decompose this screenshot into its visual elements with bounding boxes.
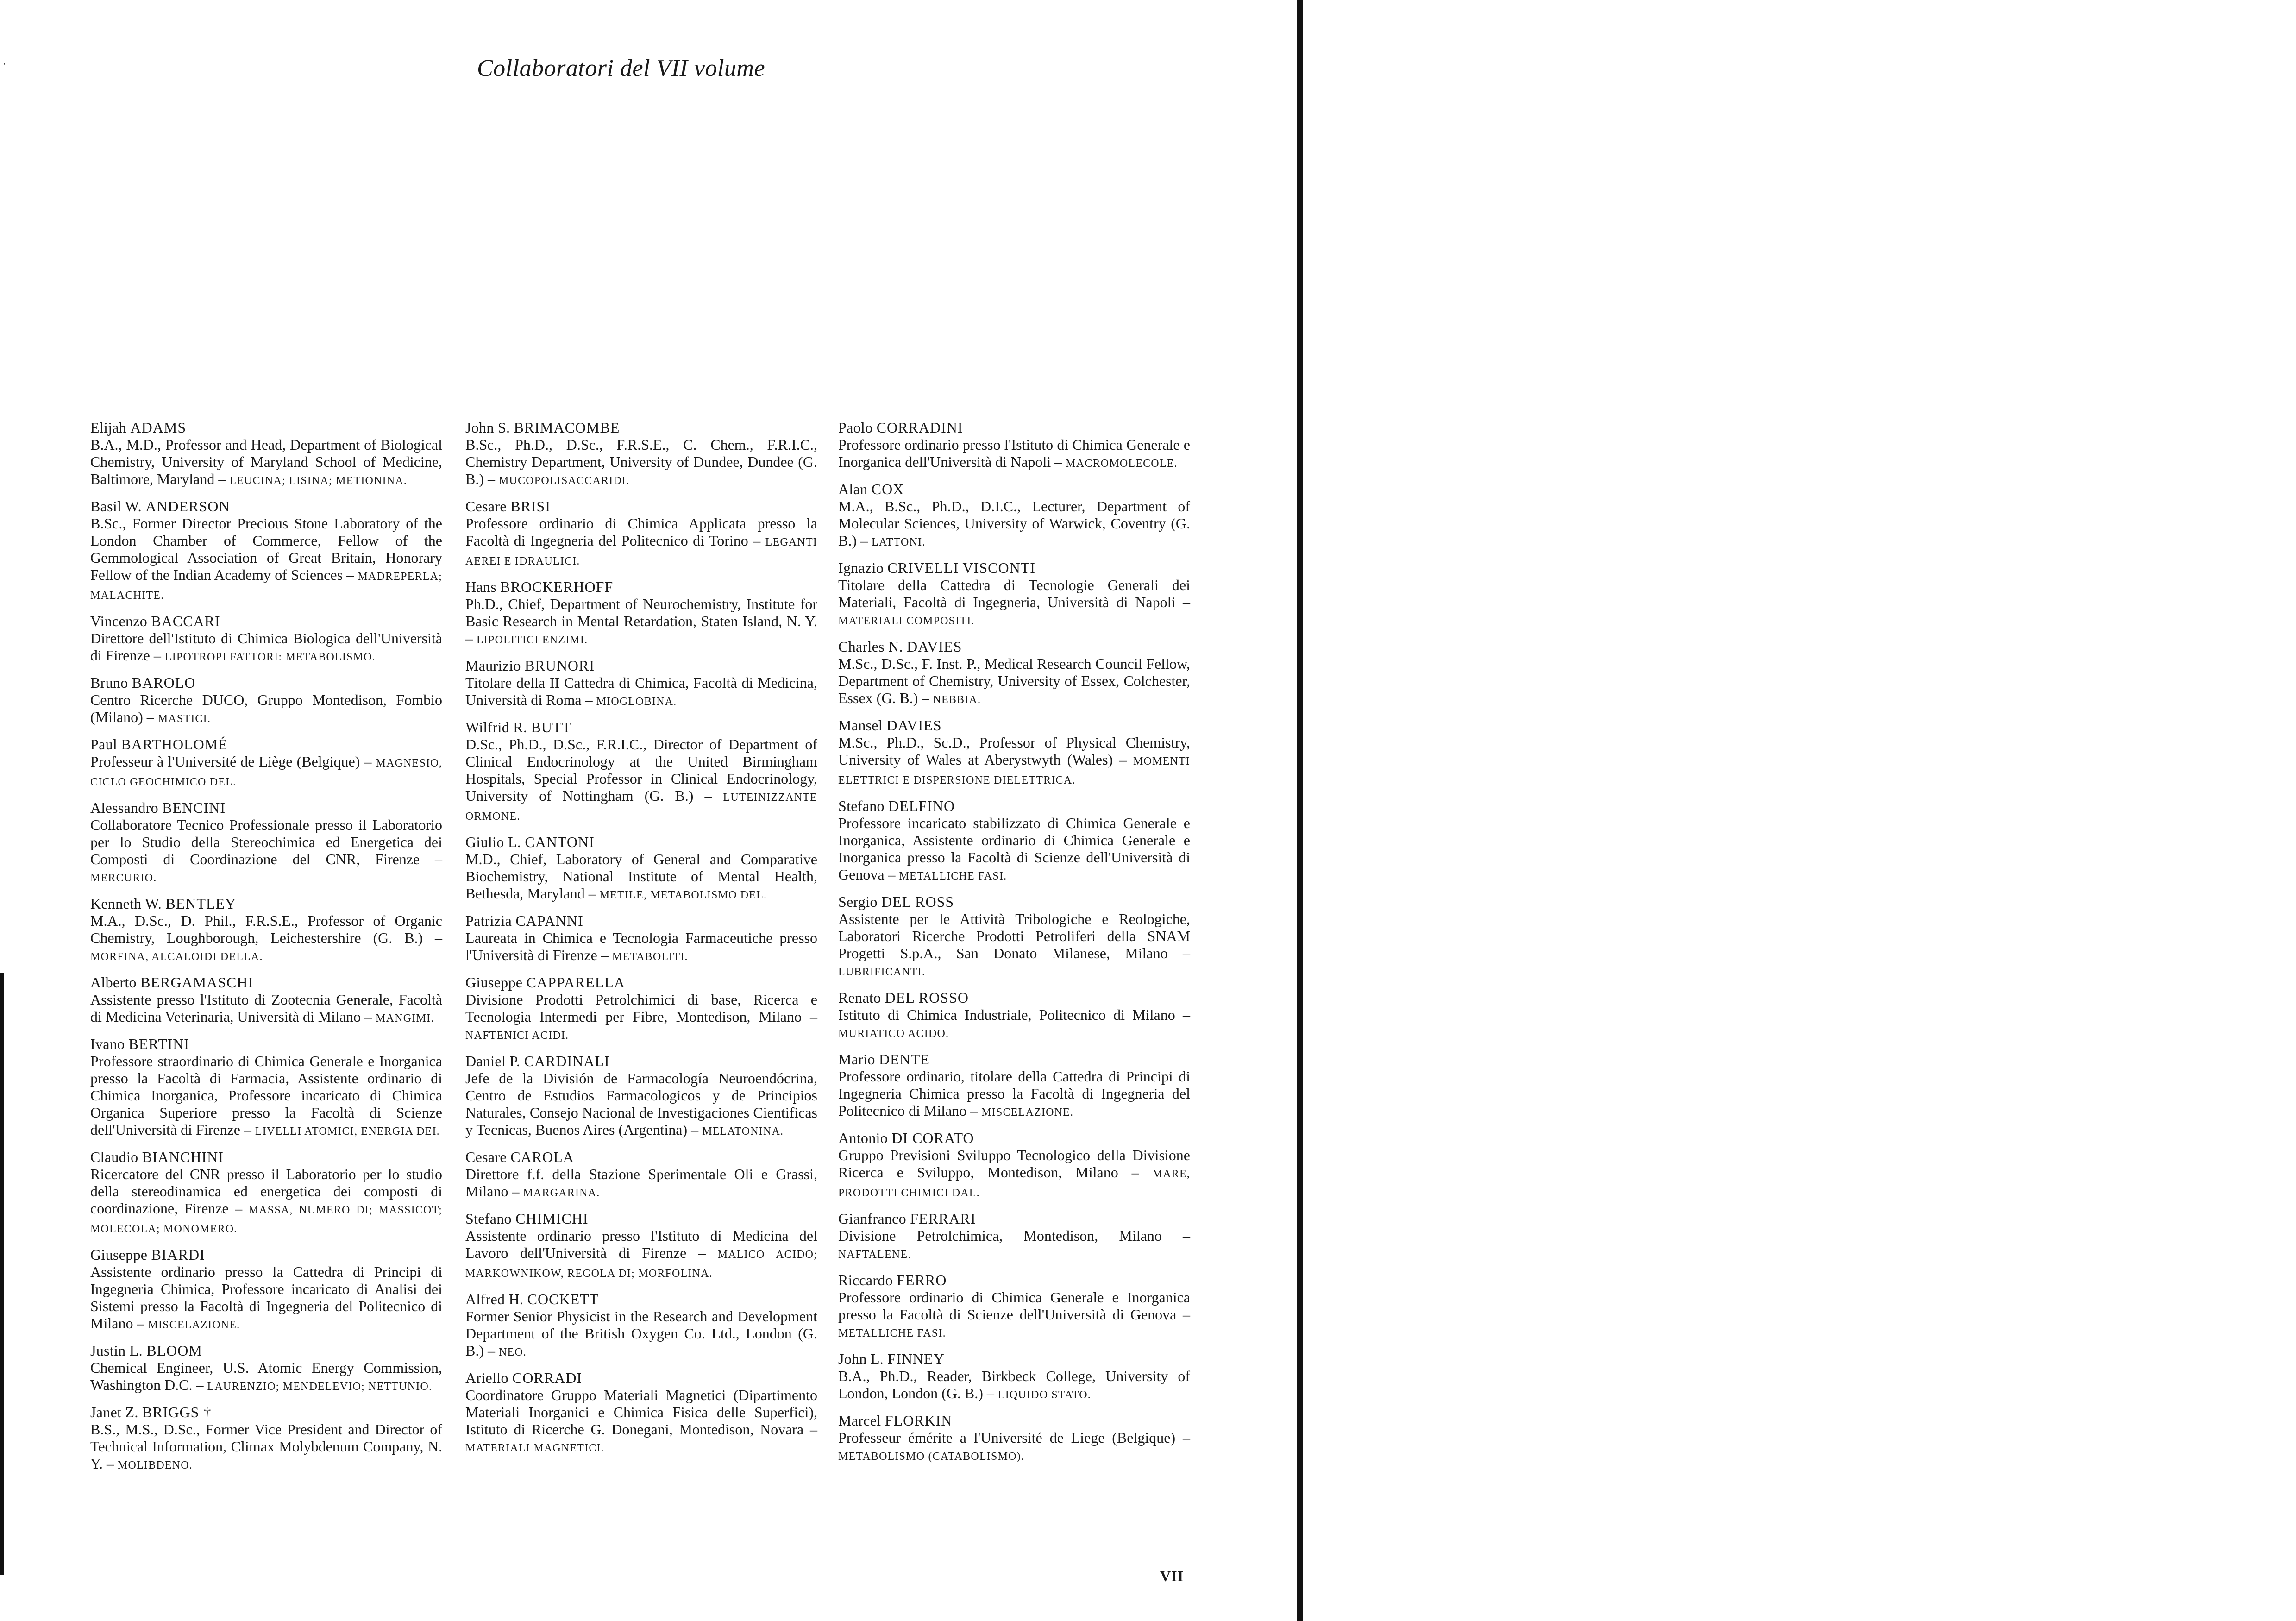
contributor-name <box>838 989 1190 1006</box>
margin-mark: ' <box>4 60 6 72</box>
surname: BENTLEY <box>165 895 237 912</box>
given-name: Cesare <box>465 1149 507 1165</box>
contributor-entry <box>838 1351 1190 1404</box>
contributor-affiliation <box>838 498 1190 551</box>
entry-topics: MASTICI. <box>157 713 211 725</box>
surname: CANTONI <box>525 834 595 850</box>
contributor-name <box>90 1342 442 1359</box>
surname: FINNEY <box>887 1351 945 1367</box>
surname: DI CORATO <box>891 1130 974 1146</box>
contributor-name <box>465 498 817 515</box>
surname: DEL ROSSO <box>885 989 969 1006</box>
contributor-affiliation <box>90 753 442 791</box>
affiliation-text: Chemical Engineer, U.S. Atomic Energy Commission, Washington D.C. – <box>90 1359 442 1393</box>
affiliation-text: Assistente presso l'Istituto di Zootecnia Generale, Facoltà di Medicina Veterinaria, Università di Milano – <box>90 991 442 1025</box>
contributor-entry <box>465 1053 817 1140</box>
affiliation-text: M.A., B.Sc., Ph.D., D.I.C., Lecturer, Department of Molecular Sciences, University of Warwick, Coventry (G. B.) – <box>838 498 1190 549</box>
given-name: Vincenzo <box>90 613 148 629</box>
given-name: Daniel P. <box>465 1053 521 1069</box>
contributor-affiliation <box>465 515 817 570</box>
given-name: Elijah <box>90 419 127 436</box>
contributor-name <box>90 613 442 630</box>
contributor-affiliation <box>838 1289 1190 1342</box>
given-name: John S. <box>465 419 510 436</box>
contributor-affiliation <box>465 736 817 825</box>
given-name: Ignazio <box>838 559 884 576</box>
contributor-name <box>90 974 442 991</box>
given-name: Riccardo <box>838 1272 893 1288</box>
affiliation-text: Collaboratore Tecnico Professionale presso il Laboratorio per lo Studio della Stereochimica ed Energetica dei Composti di Coordinazione del CNR, Firenze – <box>90 817 442 867</box>
contributor-entry <box>90 613 442 666</box>
surname: BIARDI <box>151 1246 205 1263</box>
affiliation-text: M.Sc., Ph.D., Sc.D., Professor of Physical Chemistry, University of Wales at Aberystwyth (Wales) – <box>838 734 1190 768</box>
contributor-affiliation <box>465 851 817 904</box>
page-number: VII <box>1160 1568 1184 1584</box>
entry-topics: LIPOLITICI ENZIMI. <box>477 634 588 646</box>
given-name: Sergio <box>838 893 878 910</box>
contributor-entry <box>838 1130 1190 1202</box>
affiliation-text: B.Sc., Ph.D., D.Sc., F.R.S.E., C. Chem., F.R.I.C., Chemistry Department, University of Dundee, Dundee (G. B.) – <box>465 436 817 487</box>
contributor-affiliation <box>838 1068 1190 1121</box>
contributor-name <box>465 1053 817 1070</box>
contributor-entry <box>838 1412 1190 1465</box>
affiliation-text: Assistente ordinario presso la Cattedra di Principi di Ingegneria Chimica, Professore incaricato di Analisi dei Sistemi presso la Facoltà di Ingegneria del Politecnico di Milano – <box>90 1263 442 1332</box>
contributor-affiliation <box>838 655 1190 709</box>
contributor-entry <box>90 674 442 728</box>
entry-topics: LATTONI. <box>872 536 926 548</box>
contributor-affiliation <box>838 1368 1190 1404</box>
contributor-name <box>465 1210 817 1227</box>
entry-topics: LIPOTROPI FATTORI: METABOLISMO. <box>164 651 376 663</box>
contributor-entry <box>838 1051 1190 1121</box>
entry-topics: MALICO ACIDO; MARKOWNIKOW, REGOLA DI; MORFOLINA. <box>465 1249 818 1280</box>
contributor-entry <box>90 1036 442 1140</box>
entry-topics: NEO. <box>499 1346 527 1358</box>
entry-topics: MACROMOLECOLE. <box>1066 458 1178 470</box>
contributors-column-3 <box>838 419 1190 1474</box>
contributor-name <box>465 719 817 736</box>
surname: CAPANNI <box>515 912 583 929</box>
entry-topics: METALLICHE FASI. <box>838 1327 946 1339</box>
surname: CORRADI <box>512 1370 583 1386</box>
contributor-entry <box>838 559 1190 630</box>
given-name: Antonio <box>838 1130 888 1146</box>
given-name: Justin L. <box>90 1342 143 1359</box>
given-name: Renato <box>838 989 881 1006</box>
surname: CORRADINI <box>876 419 963 436</box>
contributor-entry <box>90 799 442 887</box>
contributor-name <box>90 1404 442 1421</box>
contributor-affiliation <box>90 991 442 1027</box>
contributor-entry <box>838 481 1190 551</box>
contributor-name <box>838 717 1190 734</box>
affiliation-text: Jefe de la División de Farmacología Neuroendócrina, Centro de Estudios Farmacologicos y de Principios Naturales, Consejo Nacional de Investigaciones Cientificas y Tecnicas, Buenos Aires (Argentina) – <box>465 1070 817 1138</box>
contributor-name <box>465 1149 817 1166</box>
affiliation-text: Professeur à l'Université de Liège (Belgique) – <box>90 753 372 770</box>
contributor-name <box>838 638 1190 655</box>
contributor-entry <box>838 638 1190 709</box>
contributor-entry <box>90 736 442 791</box>
given-name: John L. <box>838 1351 884 1367</box>
given-name: Marcel <box>838 1412 881 1429</box>
affiliation-text: Coordinatore Gruppo Materiali Magnetici (Dipartimento Materiali Inorganici e Chimica Fisica delle Superfici), Istituto di Ricerche G. Donegani, Montedison, Novara – <box>465 1387 817 1438</box>
affiliation-text: Professore ordinario di Chimica Applicata presso la Facoltà di Ingegneria del Politecnico di Torino – <box>465 515 817 549</box>
contributor-affiliation <box>90 436 442 490</box>
surname: BARTHOLOMÉ <box>121 736 228 753</box>
contributor-entry <box>838 419 1190 472</box>
contributor-name <box>465 974 817 991</box>
contributor-name <box>465 1291 817 1308</box>
contributor-name <box>90 419 442 436</box>
contributor-affiliation <box>465 1308 817 1361</box>
contributor-entry <box>838 893 1190 981</box>
contributor-name <box>838 1272 1190 1289</box>
affiliation-text: Titolare della Cattedra di Tecnologie Generali dei Materiali, Facoltà di Ingegneria, Università di Napoli – <box>838 577 1190 610</box>
contributor-name <box>90 498 442 515</box>
affiliation-text: Professore incaricato stabilizzato di Chimica Generale e Inorganica, Assistente ordinario di Chimica Generale e Inorganica presso la Facoltà di Scienze dell'Università di Genova – <box>838 815 1190 883</box>
contributor-affiliation <box>838 734 1190 789</box>
affiliation-text: Professore ordinario, titolare della Cattedra di Principi di Ingegneria Chimica presso la Facoltà di Ingegneria del Politecnico di Milano – <box>838 1068 1190 1119</box>
contributor-affiliation <box>838 436 1190 472</box>
entry-topics: MORFINA, ALCALOIDI DELLA. <box>90 951 263 963</box>
surname: CHIMICHI <box>515 1210 589 1227</box>
surname: CAPPARELLA <box>526 974 625 991</box>
surname: CAROLA <box>510 1149 574 1165</box>
given-name: Cesare <box>465 498 507 515</box>
affiliation-text: M.Sc., D.Sc., F. Inst. P., Medical Research Council Fellow, Department of Chemistry, University of Essex, Colchester, Essex (G. B.) – <box>838 655 1190 706</box>
entry-topics: MANGIMI. <box>376 1012 434 1024</box>
entry-topics: METILE, METABOLISMO DEL. <box>599 889 767 901</box>
contributor-name <box>465 834 817 851</box>
contributor-entry <box>465 719 817 825</box>
contributor-entry <box>465 834 817 904</box>
given-name: Giuseppe <box>465 974 523 991</box>
entry-topics: LEGANTI AEREI E IDRAULICI. <box>465 536 817 567</box>
page-title: Collaboratori del VII volume <box>477 55 765 82</box>
contributor-entry <box>90 1246 442 1334</box>
surname: DENTE <box>879 1051 930 1068</box>
contributor-name <box>838 798 1190 815</box>
contributor-entry <box>90 419 442 490</box>
entry-topics: MISCELAZIONE. <box>981 1106 1074 1118</box>
affiliation-text: Ph.D., Chief, Department of Neurochemistry, Institute for Basic Research in Mental Retardation, Staten Island, N. Y. – <box>465 596 817 647</box>
given-name: Patrizia <box>465 912 512 929</box>
contributor-affiliation <box>465 1166 817 1202</box>
affiliation-text: B.A., M.D., Professor and Head, Department of Biological Chemistry, University of Maryland School of Medicine, Baltimore, Maryland – <box>90 436 442 487</box>
contributor-entry <box>838 1210 1190 1263</box>
contributor-entry <box>838 717 1190 789</box>
entry-topics: LEUCINA; LISINA; METIONINA. <box>229 475 408 487</box>
contributor-name <box>465 1370 817 1387</box>
contributor-name <box>838 559 1190 577</box>
given-name: Wilfrid R. <box>465 719 527 735</box>
contributor-affiliation <box>465 674 817 710</box>
contributor-entry <box>838 1272 1190 1342</box>
surname: BRUNORI <box>525 657 595 674</box>
given-name: Paolo <box>838 419 873 436</box>
given-name: Mario <box>838 1051 875 1068</box>
contributor-affiliation <box>90 1359 442 1395</box>
entry-topics: MOMENTI ELETTRICI E DISPERSIONE DIELETTRICA. <box>838 755 1191 786</box>
surname: BRIMACOMBE <box>514 419 620 436</box>
affiliation-text: Professore ordinario presso l'Istituto di Chimica Generale e Inorganica dell'Università di Napoli – <box>838 436 1190 470</box>
affiliation-text: Divisione Prodotti Petrolchimici di base, Ricerca e Tecnologia Intermedi per Fibre, Montedison, Milano – <box>465 991 817 1025</box>
given-name: Alan <box>838 481 868 497</box>
contributor-name <box>90 736 442 753</box>
surname: BUTT <box>531 719 572 735</box>
surname: BLOOM <box>146 1342 202 1359</box>
contributor-affiliation <box>838 1429 1190 1465</box>
contributor-name <box>90 1036 442 1053</box>
given-name: Stefano <box>465 1210 512 1227</box>
entry-topics: MATERIALI COMPOSITI. <box>838 615 975 627</box>
contributor-name <box>838 1051 1190 1068</box>
contributor-entry <box>465 498 817 570</box>
contributor-entry <box>465 578 817 649</box>
given-name: Charles N. <box>838 638 903 655</box>
affiliation-text: Professeur émérite a l'Université de Liege (Belgique) – <box>838 1429 1190 1446</box>
surname: COX <box>871 481 904 497</box>
affiliation-text: Gruppo Previsioni Sviluppo Tecnologico della Divisione Ricerca e Sviluppo, Montedison, Milano – <box>838 1147 1190 1181</box>
given-name: Mansel <box>838 717 883 734</box>
given-name: Giulio L. <box>465 834 521 850</box>
contributor-affiliation <box>465 1227 817 1282</box>
given-name: Hans <box>465 578 496 595</box>
entry-topics: MARGARINA. <box>523 1187 600 1199</box>
contributor-affiliation <box>465 436 817 490</box>
contributor-affiliation <box>838 577 1190 630</box>
surname: FERRO <box>897 1272 947 1288</box>
given-name: Alberto <box>90 974 137 991</box>
affiliation-text: B.Sc., Former Director Precious Stone Laboratory of the London Chamber of Commerce, Fellow of the Gemmological Association of Great Britain, Honorary Fellow of the Indian Academy of Sciences – <box>90 515 442 583</box>
given-name: Ivano <box>90 1036 125 1052</box>
contributor-entry <box>838 798 1190 885</box>
contributor-entry <box>465 912 817 966</box>
contributor-affiliation <box>90 1421 442 1474</box>
contributor-entry <box>90 895 442 966</box>
entry-topics: MAGNESIO, CICLO GEOCHIMICO DEL. <box>90 757 443 788</box>
given-name: Maurizio <box>465 657 521 674</box>
entry-topics: LIQUIDO STATO. <box>997 1389 1091 1401</box>
affiliation-text: Divisione Petrolchimica, Montedison, Milano – <box>838 1227 1190 1244</box>
entry-topics: MASSA, NUMERO DI; MASSICOT; MOLECOLA; MONOMERO. <box>90 1204 442 1235</box>
entry-topics: MELATONINA. <box>702 1125 784 1137</box>
given-name: Stefano <box>838 798 885 814</box>
contributor-name <box>465 657 817 674</box>
affiliation-text: Direttore f.f. della Stazione Sperimentale Oli e Grassi, Milano – <box>465 1166 817 1200</box>
contributor-affiliation <box>465 596 817 649</box>
given-name: Ariello <box>465 1370 508 1386</box>
contributor-entry <box>465 1210 817 1282</box>
contributor-name <box>838 1210 1190 1227</box>
affiliation-text: Assistente ordinario presso l'Istituto di Medicina del Lavoro dell'Università di Firenze – <box>465 1227 817 1261</box>
surname: ADAMS <box>130 419 187 436</box>
given-name: Kenneth W. <box>90 895 162 912</box>
contributor-affiliation <box>465 991 817 1044</box>
contributor-name <box>838 1130 1190 1147</box>
contributor-affiliation <box>838 815 1190 885</box>
contributor-affiliation <box>90 1053 442 1140</box>
contributor-entry <box>90 498 442 604</box>
surname: ANDERSON <box>145 498 230 515</box>
entry-topics: MUCOPOLISACCARIDI. <box>499 475 630 487</box>
surname: BRIGGS † <box>142 1404 212 1420</box>
given-name: Basil W. <box>90 498 142 515</box>
contributor-name <box>838 1351 1190 1368</box>
affiliation-text: Titolare della II Cattedra di Chimica, Facoltà di Medicina, Università di Roma – <box>465 674 817 708</box>
entry-topics: MADREPERLA; MALACHITE. <box>90 571 443 602</box>
given-name: Alessandro <box>90 799 158 816</box>
contributor-affiliation <box>90 912 442 966</box>
affiliation-text: Professore ordinario di Chimica Generale e Inorganica presso la Facoltà di Scienze dell'Università di Genova – <box>838 1289 1190 1323</box>
affiliation-text: Former Senior Physicist in the Research and Development Department of the British Oxygen Co. Ltd., London (G. B.) – <box>465 1308 817 1359</box>
facing-page-blank <box>1303 0 2296 1621</box>
surname: DAVIES <box>886 717 942 734</box>
entry-topics: LUTEINIZZANTE ORMONE. <box>465 792 818 823</box>
contributor-affiliation <box>90 817 442 887</box>
surname: CARDINALI <box>524 1053 610 1069</box>
surname: DELFINO <box>888 798 955 814</box>
contributor-affiliation <box>90 515 442 604</box>
contributor-name <box>838 481 1190 498</box>
contributors-column-1 <box>90 419 442 1483</box>
entry-topics: MIOGLOBINA. <box>596 696 677 708</box>
contributor-entry <box>838 989 1190 1043</box>
entry-topics: MURIATICO ACIDO. <box>838 1028 949 1040</box>
contributor-entry <box>465 419 817 490</box>
contributor-entry <box>465 974 817 1044</box>
entry-topics: LAURENZIO; MENDELEVIO; NETTUNIO. <box>207 1381 433 1393</box>
given-name: Paul <box>90 736 118 753</box>
affiliation-text: B.A., Ph.D., Reader, Birkbeck College, University of London, London (G. B.) – <box>838 1368 1190 1401</box>
contributor-name <box>838 1412 1190 1429</box>
entry-topics: MERCURIO. <box>90 872 157 884</box>
contributor-affiliation <box>465 1387 817 1457</box>
affiliation-text: Assistente per le Attività Tribologiche e Reologiche, Laboratori Ricerche Prodotti Petroliferi della SNAM Progetti S.p.A., San Donato Milanese, Milano – <box>838 911 1190 961</box>
contributor-name <box>838 893 1190 911</box>
contributor-entry <box>90 1404 442 1474</box>
entry-topics: MOLIBDENO. <box>117 1459 193 1471</box>
contributor-affiliation <box>838 1006 1190 1043</box>
surname: BRISI <box>510 498 551 515</box>
contributor-name <box>838 419 1190 436</box>
affiliation-text: M.A., D.Sc., D. Phil., F.R.S.E., Professor of Organic Chemistry, Loughborough, Leichestershire (G. B.) – <box>90 912 442 946</box>
contributor-entry <box>465 1149 817 1202</box>
contributor-name <box>465 912 817 930</box>
contributor-entry <box>90 974 442 1027</box>
contributor-affiliation <box>838 911 1190 981</box>
contributor-affiliation <box>90 691 442 728</box>
contributor-affiliation <box>838 1147 1190 1202</box>
given-name: Janet Z. <box>90 1404 138 1420</box>
entry-topics: LUBRIFICANTI. <box>838 966 926 978</box>
contributor-name <box>90 895 442 912</box>
surname: CRIVELLI VISCONTI <box>887 559 1035 576</box>
entry-topics: NAFTENICI ACIDI. <box>465 1030 569 1042</box>
given-name: Claudio <box>90 1149 138 1165</box>
contributor-name <box>90 674 442 691</box>
affiliation-text: Direttore dell'Istituto di Chimica Biologica dell'Università di Firenze – <box>90 630 442 664</box>
entry-topics: MARE, PRODOTTI CHIMICI DAL. <box>838 1168 1191 1199</box>
contributors-column-2 <box>465 419 817 1465</box>
affiliation-text: D.Sc., Ph.D., D.Sc., F.R.I.C., Director of Department of Clinical Endocrinology at the United Birmingham Hospitals, Special Professor in Clinical Endocrinology, University of Nottingham (G. B.) – <box>465 736 817 804</box>
contributor-name <box>465 578 817 596</box>
contributor-name <box>465 419 817 436</box>
contributor-affiliation <box>465 930 817 966</box>
surname: BROCKERHOFF <box>500 578 614 595</box>
entry-topics: NEBBIA. <box>933 694 981 706</box>
surname: BERGAMASCHI <box>140 974 254 991</box>
affiliation-text: M.D., Chief, Laboratory of General and Comparative Biochemistry, National Institute of Mental Health, Bethesda, Maryland – <box>465 851 817 902</box>
contributor-entry <box>465 657 817 710</box>
contributor-name <box>90 1246 442 1263</box>
entry-topics: NAFTALENE. <box>838 1249 911 1261</box>
entry-topics: LIVELLI ATOMICI, ENERGIA DEI. <box>255 1125 440 1137</box>
contributor-affiliation <box>90 630 442 666</box>
given-name: Bruno <box>90 674 128 691</box>
affiliation-text: Centro Ricerche DUCO, Gruppo Montedison, Fombio (Milano) – <box>90 691 442 725</box>
contributor-entry <box>90 1149 442 1238</box>
contributor-name <box>90 799 442 817</box>
contributor-affiliation <box>838 1227 1190 1263</box>
contributor-name <box>90 1149 442 1166</box>
surname: DAVIES <box>907 638 962 655</box>
surname: BERTINI <box>128 1036 189 1052</box>
surname: COCKETT <box>527 1291 599 1307</box>
surname: FLORKIN <box>885 1412 953 1429</box>
surname: BIANCHINI <box>142 1149 224 1165</box>
entry-topics: METALLICHE FASI. <box>899 870 1007 882</box>
affiliation-text: Istituto di Chimica Industriale, Politecnico di Milano – <box>838 1006 1190 1023</box>
given-name: Giuseppe <box>90 1246 148 1263</box>
affiliation-text: B.S., M.S., D.Sc., Former Vice President and Director of Technical Information, Climax Molybdenum Company, N. Y. – <box>90 1421 442 1472</box>
entry-topics: MISCELAZIONE. <box>148 1319 240 1331</box>
surname: FERRARI <box>910 1210 976 1227</box>
affiliation-text: Laureata in Chimica e Tecnologia Farmaceutiche presso l'Università di Firenze – <box>465 930 817 963</box>
entry-topics: METABOLITI. <box>612 951 688 963</box>
contributor-entry <box>465 1370 817 1457</box>
affiliation-text: Ricercatore del CNR presso il Laboratorio per lo studio della stereodinamica ed energetica dei composti di coordinazione, Firenze – <box>90 1166 442 1217</box>
given-name: Gianfranco <box>838 1210 906 1227</box>
contributor-affiliation <box>465 1070 817 1140</box>
entry-topics: METABOLISMO (CATABOLISMO). <box>838 1451 1025 1463</box>
surname: BENCINI <box>162 799 226 816</box>
contributor-entry <box>90 1342 442 1395</box>
book-gutter <box>1297 0 1303 1621</box>
contributor-affiliation <box>90 1166 442 1238</box>
affiliation-text: Professore straordinario di Chimica Generale e Inorganica presso la Facoltà di Farmacia, Assistente ordinario di Chimica Inorganica, Professore incaricato di Chimica Organica Superiore presso la Facoltà di Scienze dell'Università di Firenze – <box>90 1053 442 1138</box>
surname: BAROLO <box>132 674 196 691</box>
page-edge-shadow <box>0 973 4 1575</box>
surname: DEL ROSS <box>881 893 954 910</box>
contributor-affiliation <box>90 1263 442 1334</box>
contributor-entry <box>465 1291 817 1361</box>
given-name: Alfred H. <box>465 1291 524 1307</box>
surname: BACCARI <box>151 613 220 629</box>
entry-topics: MATERIALI MAGNETICI. <box>465 1442 604 1454</box>
